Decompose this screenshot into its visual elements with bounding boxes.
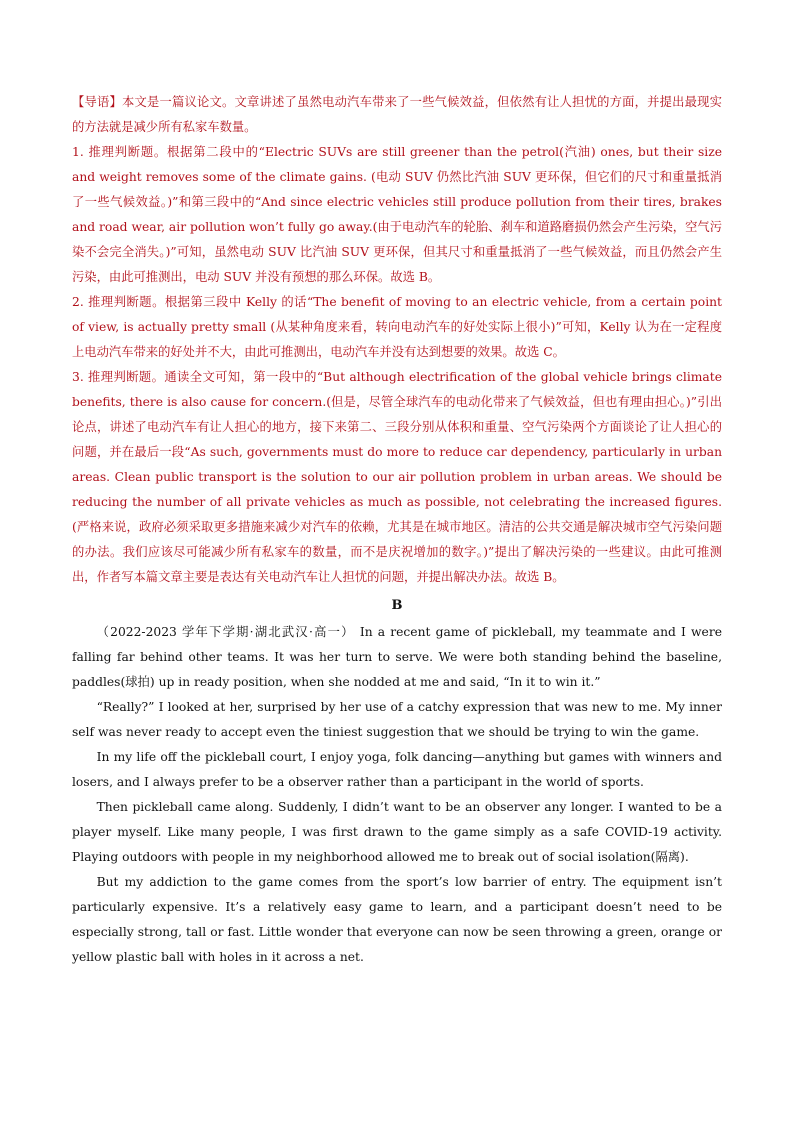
reading-passage (72, 620, 722, 970)
section-title: B (391, 598, 403, 613)
passage-source: （2022-2023 学年下学期·湖北武汉·高一） (96, 625, 355, 639)
analysis-q3: 3. 推理判断题。通读全文可知，第一段中的“But although electrification of the global vehicle brings climate benefits, there is also cause for concern.(但是，尽管全球汽车的电动化带来了气候效益，但也有理由担心。)”引出论点，讲述了电动汽车有让人担心的地方，接下来第二、三段分别从体积和重量、空气污染两个方面谈论了让人担心的问题，并在最后一段“As such, governments must do more to reduce car dependency, particularly in urban areas. Clean public transport is the solution to our air pollution problem in urban areas. We should be reducing the number of all private vehicles as much as possible, not celebrating the increased figures. (严格来说，政府必须采取更多措施来减少对汽车的依赖，尤其是在城市地区。清洁的公共交通是解决城市空气污染问题的办法。我们应该尽可能减少所有私家车的数量，而不是庆祝增加的数字。)”提出了解决污染的一些建议。由此可推测出，作者写本篇文章主要是表达有关电动汽车让人担忧的问题，并提出解决办法。故选 B。 (72, 370, 722, 584)
intro-paragraph (72, 90, 722, 140)
passage-paragraph-2: “Really?” I looked at her, surprised by her use of a catchy expression that was new to me. My inner self was never ready to accept even the tiniest suggestion that we should be trying to win the game. (72, 700, 722, 739)
document-page (72, 90, 722, 970)
analysis-q1: 1. 推理判断题。根据第二段中的“Electric SUVs are still greener than the petrol(汽油) ones, but their size and weight removes some of the climate gains. (电动 SUV 仍然比汽油 SUV 更环保，但它们的尺寸和重量抵消了一些气候效益。)”和第三段中的“And since electric vehicles still produce pollution from their tires, brakes and road wear, air pollution won’t fully go away.(由于电动汽车的轮胎、刹车和道路磨损仍然会产生污染，空气污染不会完全消失。)”可知，虽然电动 SUV 比汽油 SUV 更环保，但其尺寸和重量抵消了一些气候效益，而且仍然会产生污染，由此可推测出，电动 SUV 并没有预想的那么环保。故选 B。 (72, 145, 722, 284)
passage-paragraph-4: Then pickleball came along. Suddenly, I didn’t want to be an observer any longer. I wanted to be a player myself. Like many people, I was first drawn to the game simply as a safe COVID-19 activity. Playing outdoors with people in my neighborhood allowed me to break out of social isolation(隔离). (72, 800, 722, 864)
passage-paragraph-3: In my life off the pickleball court, I enjoy yoga, folk dancing—anything but games with winners and losers, and I always prefer to be a observer rather than a participant in the world of sports. (72, 750, 722, 789)
analysis-q2: 2. 推理判断题。根据第三段中 Kelly 的话“The benefit of moving to an electric vehicle, from a certain point of view, is actually pretty small (从某种角度来看，转向电动汽车的好处实际上很小)”可知，Kelly 认为在一定程度上电动汽车带来的好处并不大，由此可推测出，电动汽车并没有达到想要的效果。故选 C。 (72, 295, 722, 359)
intro-text: 本文是一篇议论文。文章讲述了虽然电动汽车带来了一些气候效益，但依然有让人担忧的方面，并提出最现实的方法就是减少所有私家车数量。 (72, 95, 722, 134)
passage-paragraph-1 (72, 620, 722, 695)
passage-paragraph-5: But my addiction to the game comes from the sport’s low barrier of entry. The equipment isn’t particularly expensive. It’s a relatively easy game to learn, and a participant doesn’t need to be especially strong, tall or fast. Little wonder that everyone can now be seen throwing a green, orange or yellow plastic ball with holes in it across a net. (72, 875, 722, 964)
passage-p1-text: In a recent game of pickleball, my teammate and I were falling far behind other teams. It was her turn to serve. We were both standing behind the baseline, paddles(球拍) up in ready position, when she nodded at me and said, “In it to win it.” (72, 625, 722, 689)
intro-tag: 【导语】 (72, 95, 123, 109)
answer-analysis (72, 90, 722, 590)
